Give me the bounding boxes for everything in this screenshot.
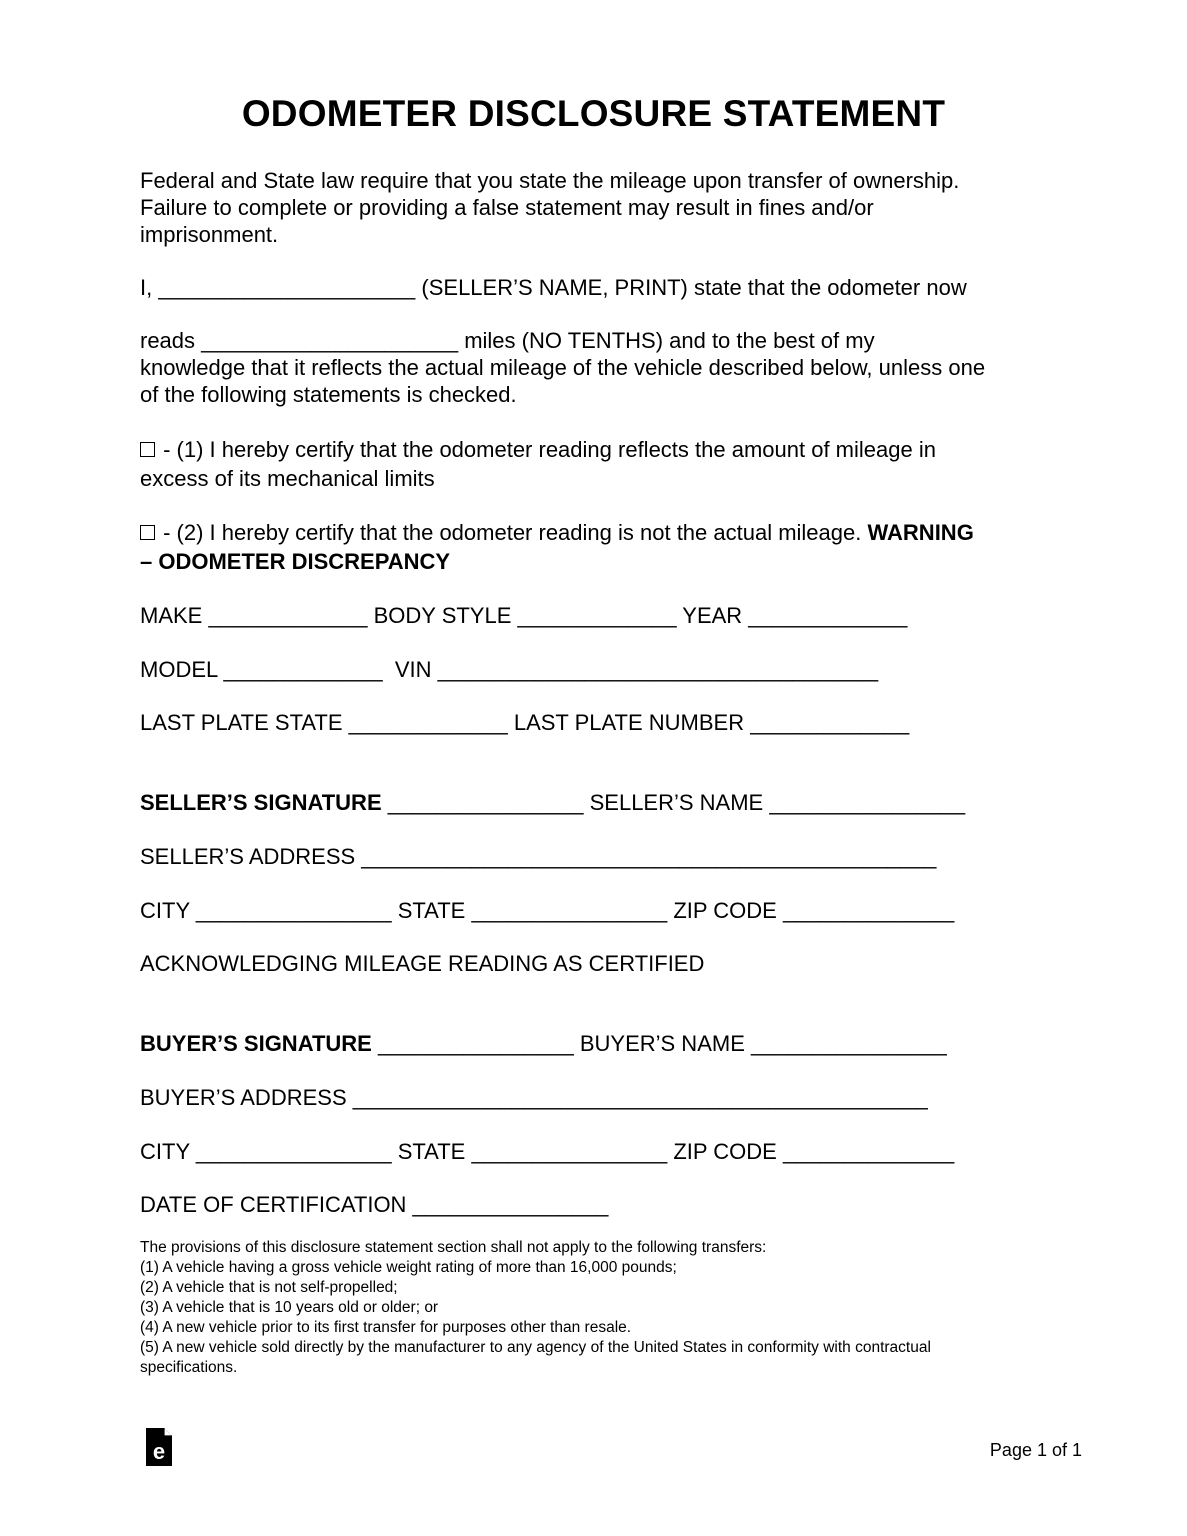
- warning-discrepancy: – ODOMETER DISCREPANCY: [140, 549, 451, 574]
- statement-line-3: knowledge that it reflects the actual mileage of the vehicle described below, unless one: [140, 355, 986, 380]
- provision-item: (3) A vehicle that is 10 years old or older; or: [140, 1299, 439, 1316]
- option-1-checkbox[interactable]: [140, 442, 155, 457]
- vehicle-row-model: MODEL _____________ VIN ____________________________________: [140, 657, 879, 682]
- acknowledge-text: ACKNOWLEDGING MILEAGE READING AS CERTIFIED: [140, 951, 705, 976]
- buyer-city-row: CITY ________________ STATE ________________ ZIP CODE ______________: [140, 1139, 955, 1164]
- provision-item: (4) A new vehicle prior to its first transfer for purposes other than resale.: [140, 1319, 632, 1336]
- seller-address-row: SELLER’S ADDRESS _______________________________________________: [140, 844, 937, 869]
- buyer-signature-label: BUYER’S SIGNATURE: [140, 1031, 372, 1056]
- option-2-text: - (2) I hereby certify that the odometer reading is not the actual mileage.: [157, 520, 868, 545]
- seller-signature-fields: ________________ SELLER’S NAME ________________: [381, 790, 966, 815]
- page-number: Page 1 of 1: [989, 1440, 1082, 1460]
- seller-city-row: CITY ________________ STATE ________________ ZIP CODE ______________: [140, 898, 955, 923]
- intro-line-1: Federal and State law require that you state the mileage upon transfer of ownership.: [140, 168, 960, 193]
- provisions-intro: The provisions of this disclosure statement section shall not apply to the following transfers:: [140, 1239, 767, 1256]
- eforms-logo-icon: [146, 1428, 172, 1466]
- provision-item: (5) A new vehicle sold directly by the manufacturer to any agency of the United States in conformity with contractual: [140, 1339, 931, 1356]
- statement-line-4: of the following statements is checked.: [140, 382, 517, 407]
- option-1-row: [140, 437, 936, 463]
- provision-item: (1) A vehicle having a gross vehicle weight rating of more than 16,000 pounds;: [140, 1259, 677, 1276]
- buyer-signature-fields: ________________ BUYER’S NAME ________________: [371, 1031, 947, 1056]
- intro-line-2: Failure to complete or providing a false statement may result in fines and/or: [140, 195, 874, 220]
- buyer-signature-row: [140, 1031, 947, 1057]
- vehicle-row-plate: LAST PLATE STATE _____________ LAST PLATE NUMBER _____________: [140, 710, 910, 735]
- odometer-reading-statement: reads _____________________ miles (NO TENTHS) and to the best of my: [140, 328, 875, 353]
- svg-text:e: e: [152, 1439, 166, 1464]
- option-2-checkbox[interactable]: [140, 525, 155, 540]
- seller-name-statement: I, _____________________ (SELLER’S NAME, PRINT) state that the odometer now: [140, 275, 967, 300]
- vehicle-row-make: MAKE _____________ BODY STYLE _____________ YEAR _____________: [140, 603, 908, 628]
- option-1-line-2: excess of its mechanical limits: [140, 466, 435, 491]
- warning-label: WARNING: [867, 520, 974, 545]
- document-title: ODOMETER DISCLOSURE STATEMENT: [241, 93, 946, 134]
- intro-line-3: imprisonment.: [140, 222, 279, 247]
- provision-item-continued: specifications.: [140, 1359, 238, 1376]
- seller-signature-label: SELLER’S SIGNATURE: [140, 790, 382, 815]
- date-of-certification-row: DATE OF CERTIFICATION ________________: [140, 1192, 609, 1217]
- provision-item: (2) A vehicle that is not self-propelled;: [140, 1279, 398, 1296]
- option-2-row: [140, 520, 974, 546]
- buyer-address-row: BUYER’S ADDRESS _______________________________________________: [140, 1085, 928, 1110]
- option-1-text: - (1) I hereby certify that the odometer reading reflects the amount of mileage in: [157, 437, 936, 462]
- seller-signature-row: [140, 790, 965, 816]
